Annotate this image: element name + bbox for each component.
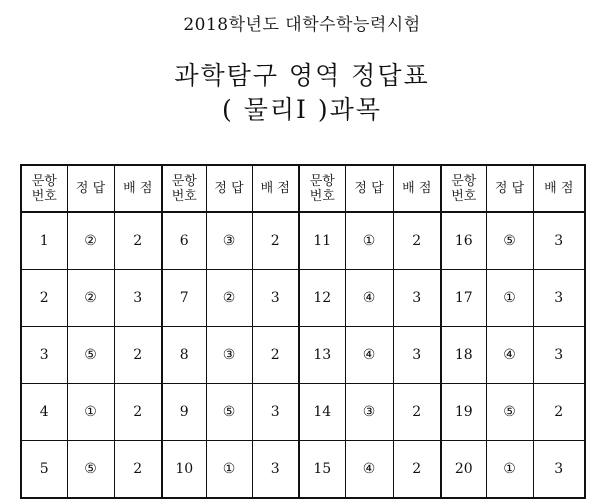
points-value: 2 <box>114 327 162 384</box>
question-number: 4 <box>21 384 67 441</box>
header-question-number: 문항 번호 <box>162 165 206 212</box>
answer-choice: ④ <box>345 441 393 499</box>
points-value: 2 <box>393 212 441 270</box>
question-number: 18 <box>441 327 486 384</box>
question-number: 9 <box>162 384 206 441</box>
answer-choice: ⑤ <box>486 384 533 441</box>
points-value: 3 <box>533 270 585 327</box>
points-value: 3 <box>252 270 299 327</box>
question-number: 20 <box>441 441 486 499</box>
points-value: 2 <box>114 384 162 441</box>
header-points: 배 점 <box>114 165 162 212</box>
points-value: 2 <box>393 384 441 441</box>
question-number: 2 <box>21 270 67 327</box>
table-row <box>21 384 585 441</box>
header-question-number: 문항 번호 <box>441 165 486 212</box>
points-value: 2 <box>114 441 162 499</box>
points-value: 3 <box>393 327 441 384</box>
points-value: 2 <box>252 212 299 270</box>
points-value: 3 <box>533 327 585 384</box>
question-number: 14 <box>299 384 345 441</box>
header-answer: 정 답 <box>345 165 393 212</box>
answer-choice: ④ <box>486 327 533 384</box>
exam-title: 2018학년도 대학수학능력시험 <box>183 15 421 35</box>
question-number: 7 <box>162 270 206 327</box>
question-number: 15 <box>299 441 345 499</box>
question-number: 3 <box>21 327 67 384</box>
answer-choice: ① <box>486 441 533 499</box>
question-number: 10 <box>162 441 206 499</box>
table-row <box>21 327 585 384</box>
points-value: 3 <box>533 212 585 270</box>
answer-choice: ⑤ <box>486 212 533 270</box>
points-value: 2 <box>533 384 585 441</box>
question-number: 1 <box>21 212 67 270</box>
points-value: 3 <box>252 384 299 441</box>
header-question-number: 문항 번호 <box>299 165 345 212</box>
answer-choice: ① <box>67 384 114 441</box>
answer-choice: ⑤ <box>206 384 252 441</box>
header-answer: 정 답 <box>486 165 533 212</box>
points-value: 3 <box>252 441 299 499</box>
points-value: 3 <box>114 270 162 327</box>
question-number: 16 <box>441 212 486 270</box>
table-row <box>21 212 585 270</box>
subject-title: ( 물리Ⅰ )과목 <box>222 95 382 124</box>
question-number: 12 <box>299 270 345 327</box>
question-number: 8 <box>162 327 206 384</box>
answer-choice: ③ <box>206 327 252 384</box>
answer-choice: ④ <box>345 270 393 327</box>
points-value: 2 <box>393 441 441 499</box>
question-number: 13 <box>299 327 345 384</box>
answer-table <box>20 164 586 499</box>
points-value: 3 <box>393 270 441 327</box>
answer-choice: ⑤ <box>67 327 114 384</box>
points-value: 2 <box>252 327 299 384</box>
question-number: 17 <box>441 270 486 327</box>
header-answer: 정 답 <box>67 165 114 212</box>
question-number: 11 <box>299 212 345 270</box>
header-points: 배 점 <box>393 165 441 212</box>
header-answer: 정 답 <box>206 165 252 212</box>
answer-choice: ① <box>486 270 533 327</box>
answer-choice: ② <box>67 212 114 270</box>
points-value: 3 <box>533 441 585 499</box>
answer-choice: ③ <box>345 384 393 441</box>
question-number: 19 <box>441 384 486 441</box>
answer-choice: ⑤ <box>67 441 114 499</box>
answer-choice: ① <box>345 212 393 270</box>
table-row <box>21 270 585 327</box>
question-number: 6 <box>162 212 206 270</box>
answer-sheet-title: 과학탐구 영역 정답표 <box>174 61 430 90</box>
answer-choice: ④ <box>345 327 393 384</box>
question-number: 5 <box>21 441 67 499</box>
answer-choice: ② <box>206 270 252 327</box>
header-row <box>21 165 585 212</box>
header-points: 배 점 <box>533 165 585 212</box>
points-value: 2 <box>114 212 162 270</box>
header-points: 배 점 <box>252 165 299 212</box>
table-row <box>21 441 585 499</box>
answer-choice: ② <box>67 270 114 327</box>
answer-choice: ① <box>206 441 252 499</box>
answer-choice: ③ <box>206 212 252 270</box>
header-question-number: 문항 번호 <box>21 165 67 212</box>
